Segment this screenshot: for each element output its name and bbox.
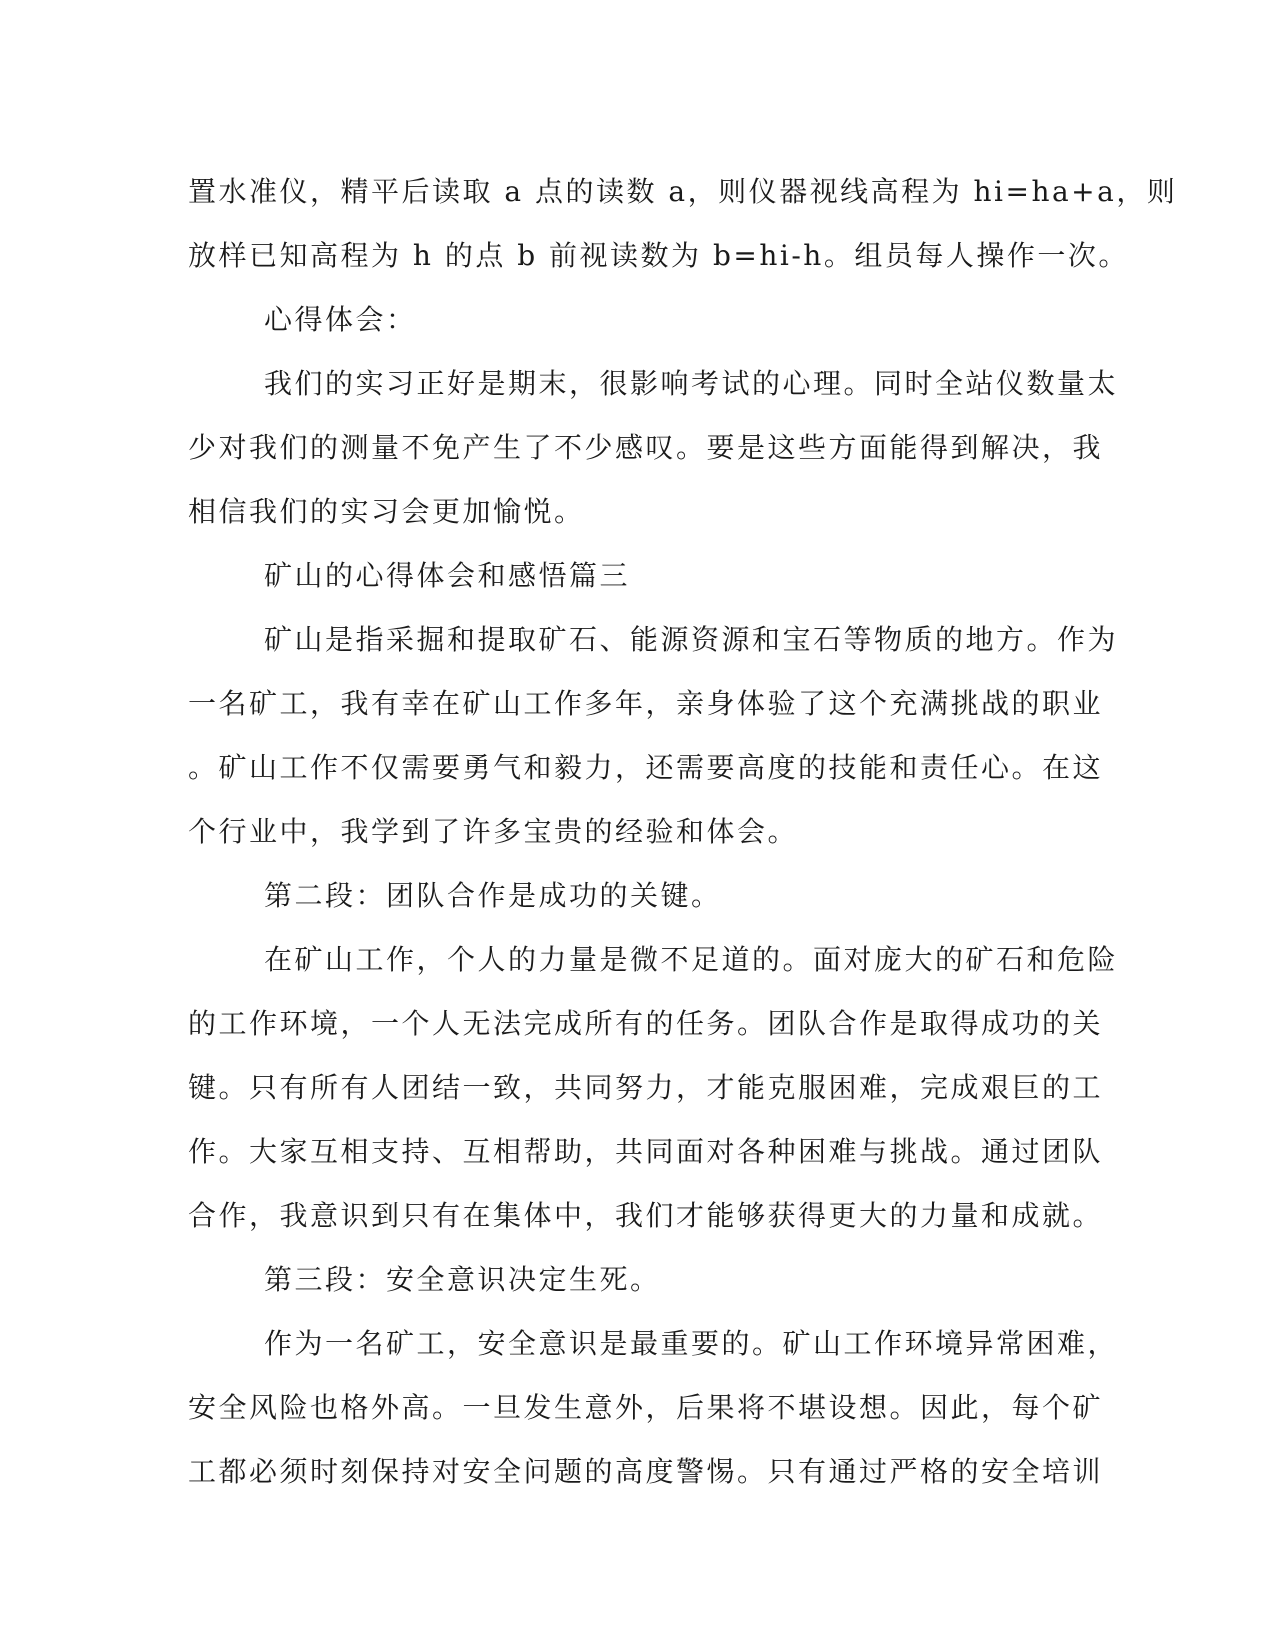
section-heading: 第二段：团队合作是成功的关键。 <box>264 879 722 912</box>
text-line: 一名矿工，我有幸在矿山工作多年，亲身体验了这个充满挑战的职业 <box>188 687 1104 720</box>
text-line: 我们的实习正好是期末，很影响考试的心理。同时全站仪数量太 <box>264 367 1119 400</box>
text-line: 少对我们的测量不免产生了不少感叹。要是这些方面能得到解决，我 <box>188 431 1104 464</box>
text-line: 个行业中，我学到了许多宝贵的经验和体会。 <box>188 815 799 848</box>
text-line: 放样已知高程为 h 的点 b 前视读数为 b=hi-h。组员每人操作一次。 <box>188 239 1129 272</box>
text-line: 安全风险也格外高。一旦发生意外，后果将不堪设想。因此，每个矿 <box>188 1391 1104 1424</box>
text-line: 置水准仪，精平后读取 a 点的读数 a，则仪器视线高程为 hi=ha+a，则 <box>188 175 1178 208</box>
document-body <box>188 160 1178 1504</box>
text-line: 相信我们的实习会更加愉悦。 <box>188 495 585 528</box>
text-line: 在矿山工作，个人的力量是微不足道的。面对庞大的矿石和危险 <box>264 943 1119 976</box>
section-heading: 第三段：安全意识决定生死。 <box>264 1263 661 1296</box>
text-line: 矿山是指采掘和提取矿石、能源资源和宝石等物质的地方。作为 <box>264 623 1119 656</box>
section-heading: 心得体会： <box>264 303 417 336</box>
text-line: 合作，我意识到只有在集体中，我们才能够获得更大的力量和成就。 <box>188 1199 1104 1232</box>
text-line: 键。只有所有人团结一致，共同努力，才能克服困难，完成艰巨的工 <box>188 1071 1104 1104</box>
text-line: 工都必须时刻保持对安全问题的高度警惕。只有通过严格的安全培训 <box>188 1455 1104 1488</box>
text-line: 作。大家互相支持、互相帮助，共同面对各种困难与挑战。通过团队 <box>188 1135 1104 1168</box>
text-line: 作为一名矿工，安全意识是最重要的。矿山工作环境异常困难， <box>264 1327 1119 1360</box>
article-title: 矿山的心得体会和感悟篇三 <box>264 559 631 592</box>
text-line: 。矿山工作不仅需要勇气和毅力，还需要高度的技能和责任心。在这 <box>188 751 1104 784</box>
text-line: 的工作环境，一个人无法完成所有的任务。团队合作是取得成功的关 <box>188 1007 1104 1040</box>
